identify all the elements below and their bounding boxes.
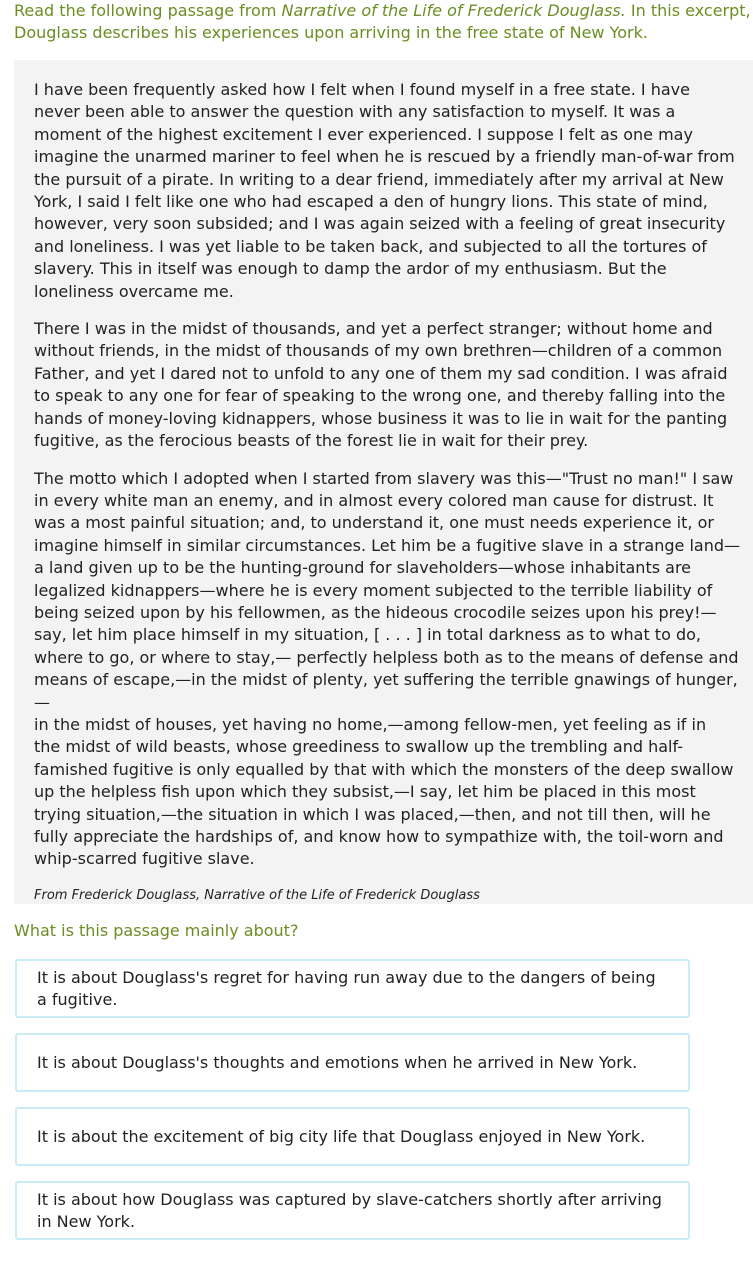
passage-source: From Frederick Douglass, Narrative of the Life of Frederick Douglass (34, 887, 480, 903)
answer-choice-3[interactable]: It is about the excitement of big city life that Douglass enjoyed in New York. (15, 1107, 690, 1166)
passage-paragraph-2: There I was in the midst of thousands, and yet a perfect stranger; without home and without friends, in the midst of thousands of my own brethren—children of a common Father, and yet I dared not to unfold to any one of them my sad condition. I was afraid to speak to any one for fear of speaking to the wrong one, and thereby falling into the hands of money-loving kidnappers, whose business it was to lie in wait for the panting fugitive, as the ferocious beasts of the forest lie in wait for their prey. (34, 319, 728, 451)
passage-paragraph-1: I have been frequently asked how I felt when I found myself in a free state. I have never been able to answer the question with any satisfaction to myself. It was a moment of the highest excitement I ever experienced. I suppose I felt as one may imagine the unarmed mariner to feel when he is rescued by a friendly man-of-war from the pursuit of a pirate. In writing to a dear friend, immediately after my arrival at New York, I said I felt like one who had escaped a den of hungry lions. This state of mind, however, very soon subsided; and I was again seized with a feeling of great insecurity and loneliness. I was yet liable to be taken back, and subjected to all the tortures of slavery. This in itself was enough to damp the ardor of my enthusiasm. But the loneliness overcame me. (34, 80, 735, 301)
instructions-line-2: Douglass describes his experiences upon arriving in the free state of New York. (14, 23, 648, 42)
answer-choice-4[interactable]: It is about how Douglass was captured by slave-catchers shortly after arriving in New York. (15, 1181, 690, 1240)
passage-paragraph-3: The motto which I adopted when I started from slavery was this—"Trust no man!" I saw in every white man an enemy, and in almost every colored man cause for distrust. It was a most painful situation; and, to understand it, one must needs experience it, or imagine himself in similar circumstances. Let him be a fugitive slave in a strange land— a land given up to be the hunting-ground for slaveholders—whose inhabitants are legalized kidnappers—where he is every moment subjected to the terrible liability of being seized upon by his fellowmen, as the hideous crocodile seizes upon his prey!— say, let him place himself in my situation, [ . . . ] in total darkness as to what to do, where to go, or where to stay,— perfectly helpless both as to the means of defense and means of escape,—in the midst of plenty, yet suffering the terrible gnawings of hunger,— in the midst of houses, yet having no home,—among fellow-men, yet feeling as if in the midst of wild beasts, whose greediness to swallow up the trembling and half- famished fugitive is only equalled by that with which the monsters of the deep swallow up the helpless fish upon which they subsist,—I say, let him be placed in this most trying situation,—the situation in which I was placed,—then, and not till then, will he fully appreciate the hardships of, and know how to sympathize with, the toil-worn and whip-scarred fugitive slave. (34, 468, 740, 869)
instructions-line-1 (14, 0, 753, 22)
instructions-prefix: Read the following passage from (14, 1, 282, 20)
passage-box (14, 60, 753, 904)
answer-choice-1[interactable]: It is about Douglass's regret for having run away due to the dangers of being a fugitive. (15, 959, 690, 1018)
instructions-suffix: In this excerpt, (625, 1, 751, 20)
answer-choice-2[interactable]: It is about Douglass's thoughts and emotions when he arrived in New York. (15, 1033, 690, 1092)
instructions (14, 0, 753, 44)
book-title: Narrative of the Life of Frederick Douglass. (281, 1, 626, 20)
question-prompt: What is this passage mainly about? (14, 921, 299, 940)
